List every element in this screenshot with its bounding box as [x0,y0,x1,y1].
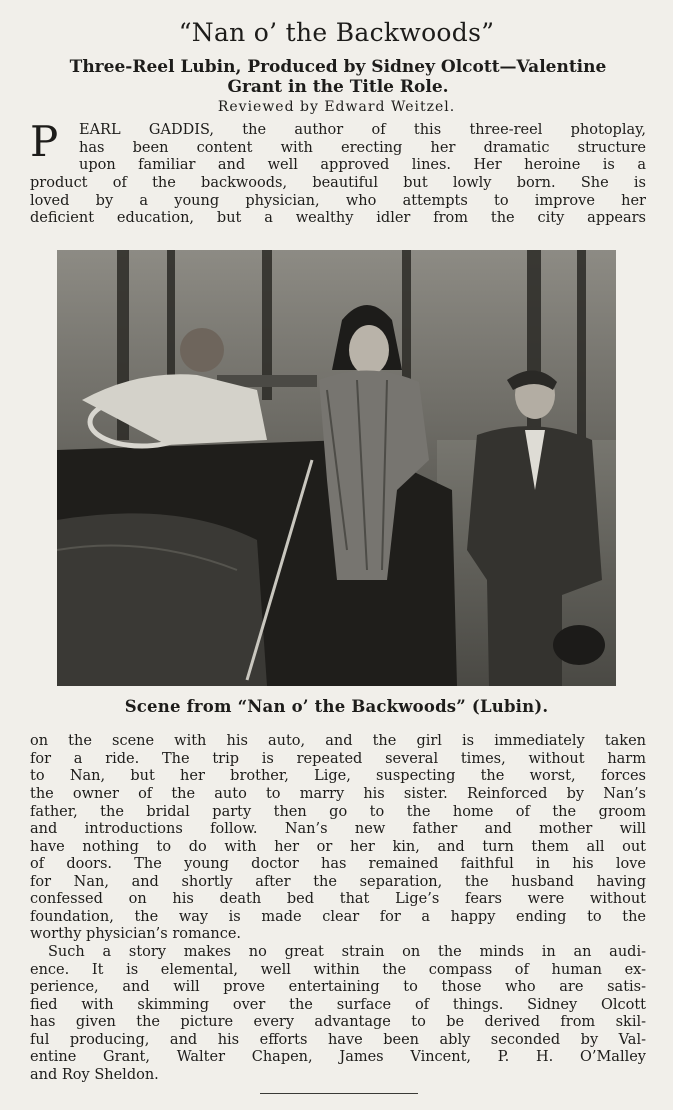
subtitle-line-2: Grant in the Title Role. [227,77,449,97]
article-subtitle [26,57,650,97]
intro-line: upon familiar and well approved lines. Her heroine is a [79,157,646,173]
body-line: foundation, the way is made clear for a happy ending to the [30,909,646,925]
body-line: Such a story makes no great strain on the minds in an audi- [48,944,646,960]
article-title: “Nan o’ the Backwoods” [178,18,495,47]
body-line: father, the bridal party then go to the home of the groom [30,804,646,820]
body-line: have nothing to do with her or her kin, and turn them all out [30,839,646,855]
intro-line: loved by a young physician, who attempts to improve her [30,193,646,209]
body-line: ence. It is elemental, well within the compass of human ex- [30,962,646,978]
body-line: entine Grant, Walter Chapen, James Vincent, P. H. O’Malley [30,1049,646,1065]
body-line: and Roy Sheldon. [30,1067,159,1083]
body-line: the owner of the auto to marry his sister. Reinforced by Nan’s [30,786,646,802]
body-line: for Nan, and shortly after the separation, the husband having [30,874,646,890]
photo-caption: Scene from “Nan o’ the Backwoods” (Lubin). [124,697,549,716]
body-line: ful producing, and his efforts have been ably seconded by Val- [30,1032,646,1048]
body-line: fied with skimming over the surface of things. Sidney Olcott [30,997,646,1013]
body-line: on the scene with his auto, and the girl is immediately taken [30,733,646,749]
drop-cap: P [30,117,59,166]
intro-line: product of the backwoods, beautiful but lowly born. She is [30,175,646,191]
intro-line: EARL GADDIS, the author of this three-reel photoplay, [79,122,646,138]
film-still-photo [57,250,616,686]
article-byline: Reviewed by Edward Weitzel. [217,99,456,115]
body-line: of doors. The young doctor has remained faithful in his love [30,856,646,872]
body-line: worthy physician’s romance. [30,926,242,942]
hat-in-hand [553,625,605,665]
subtitle-line-1: Three-Reel Lubin, Produced by Sidney Olcott—Valentine [69,57,607,77]
body-line: has given the picture every advantage to be derived from skil- [30,1014,646,1030]
intro-line: has been content with erecting her dramatic structure [79,140,646,156]
body-line: perience, and will prove entertaining to those who are satis- [30,979,646,995]
body-line: and introductions follow. Nan’s new father and mother will [30,821,646,837]
end-rule [260,1093,418,1094]
intro-line: deficient education, but a wealthy idler from the city appears [30,210,646,226]
body-line: to Nan, but her brother, Lige, suspecting the worst, forces [30,768,646,784]
body-line: for a ride. The trip is repeated several times, without harm [30,751,646,767]
body-line: confessed on his death bed that Lige’s fears were without [30,891,646,907]
